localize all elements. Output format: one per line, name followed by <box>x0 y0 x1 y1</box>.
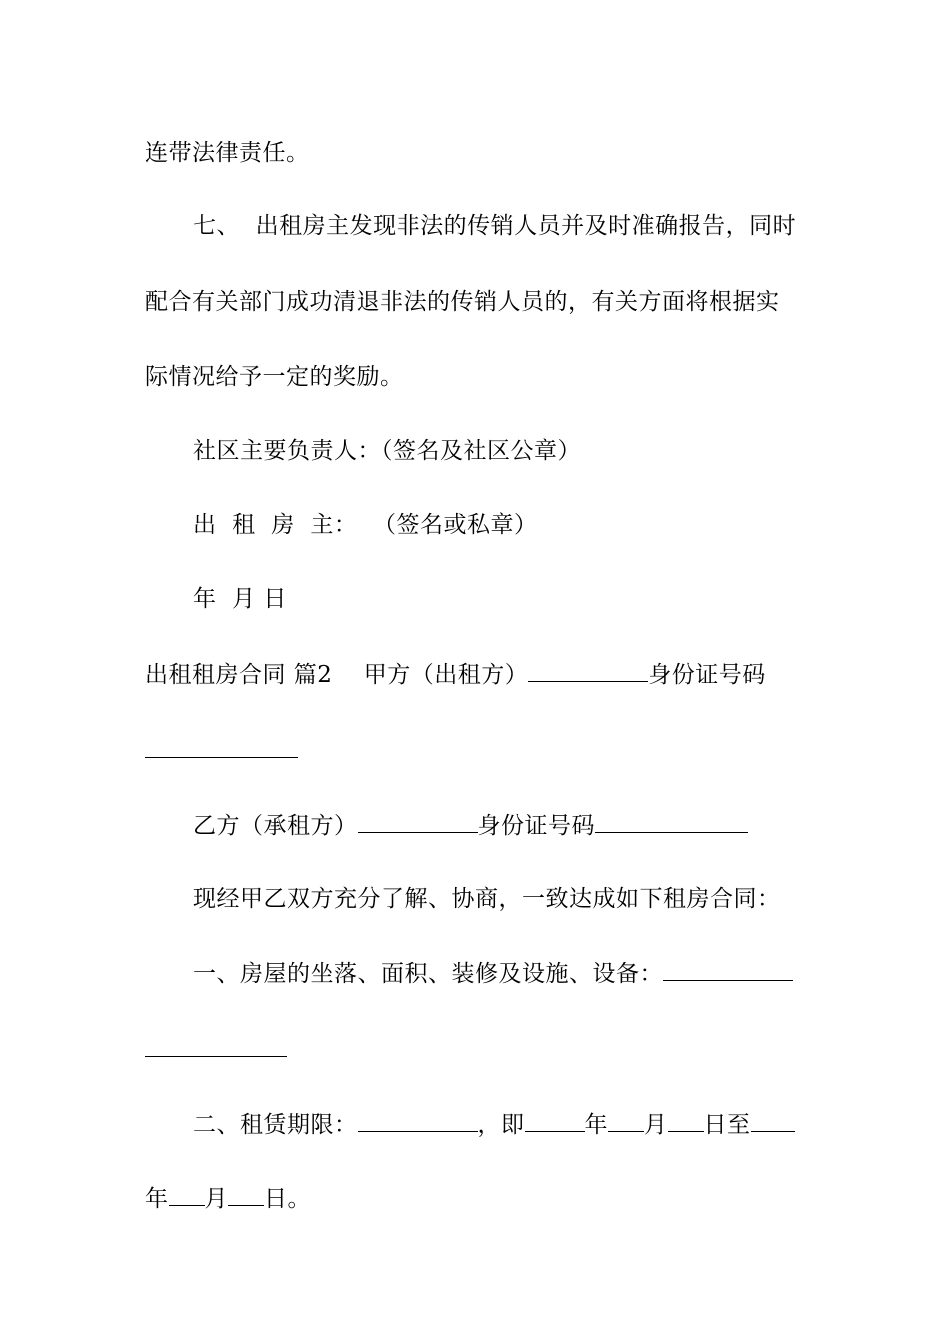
party-a-id-label: 身份证号码 <box>648 662 766 688</box>
end-month-blank <box>169 1183 205 1206</box>
end-year-label: 年 <box>145 1186 169 1212</box>
landlord-signature-line: 出 租 房 主： （签名或私章） <box>193 512 538 538</box>
party-b-line <box>193 810 748 841</box>
party-a-label: 出租租房合同 篇2 甲方（出租方） <box>145 662 529 688</box>
clause-two-line <box>193 1109 795 1140</box>
party-a-id-blank <box>145 735 298 758</box>
clause-two-continuation <box>145 1183 311 1214</box>
party-b-name-blank <box>358 810 478 833</box>
party-a-id-line <box>145 735 298 766</box>
clause-one-blank-1 <box>663 958 793 981</box>
clause-seven-line-3: 际情况给予一定的奖励。 <box>145 364 404 390</box>
contract-heading-line <box>145 659 766 690</box>
end-month-label: 月 <box>204 1186 228 1212</box>
end-day-blank <box>228 1183 264 1206</box>
clause-seven-line-2: 配合有关部门成功清退非法的传销人员的，有关方面将根据实 <box>145 289 780 315</box>
text-line: 连带法律责任。 <box>145 140 310 166</box>
community-signature-line: 社区主要负责人：（签名及社区公章） <box>193 438 581 464</box>
date-line: 年 月 日 <box>193 586 287 612</box>
lease-term-blank <box>358 1109 478 1132</box>
lease-term-namely: ，即 <box>477 1112 525 1138</box>
party-a-name-blank <box>528 659 648 682</box>
party-b-label: 乙方（承租方） <box>193 813 358 839</box>
clause-one-line <box>193 958 793 989</box>
month-label: 月 <box>644 1112 668 1138</box>
lease-term-label: 二、租赁期限： <box>193 1112 358 1138</box>
clause-one-label: 一、房屋的坐落、面积、装修及设施、设备： <box>193 961 663 987</box>
end-year-blank <box>751 1109 795 1132</box>
end-day-label: 日。 <box>264 1186 311 1212</box>
clause-one-blank-2 <box>145 1034 287 1057</box>
start-year-blank <box>525 1109 585 1132</box>
party-b-id-label: 身份证号码 <box>477 813 595 839</box>
clause-seven-line-1: 七、 出租房主发现非法的传销人员并及时准确报告，同时 <box>193 213 797 239</box>
clause-one-continuation <box>145 1034 287 1065</box>
start-day-blank <box>668 1109 704 1132</box>
day-to-label: 日至 <box>703 1112 751 1138</box>
agreement-intro-line: 现经甲乙双方充分了解、协商，一致达成如下租房合同： <box>193 886 781 912</box>
start-month-blank <box>608 1109 644 1132</box>
party-b-id-blank <box>595 810 748 833</box>
year-label: 年 <box>584 1112 608 1138</box>
